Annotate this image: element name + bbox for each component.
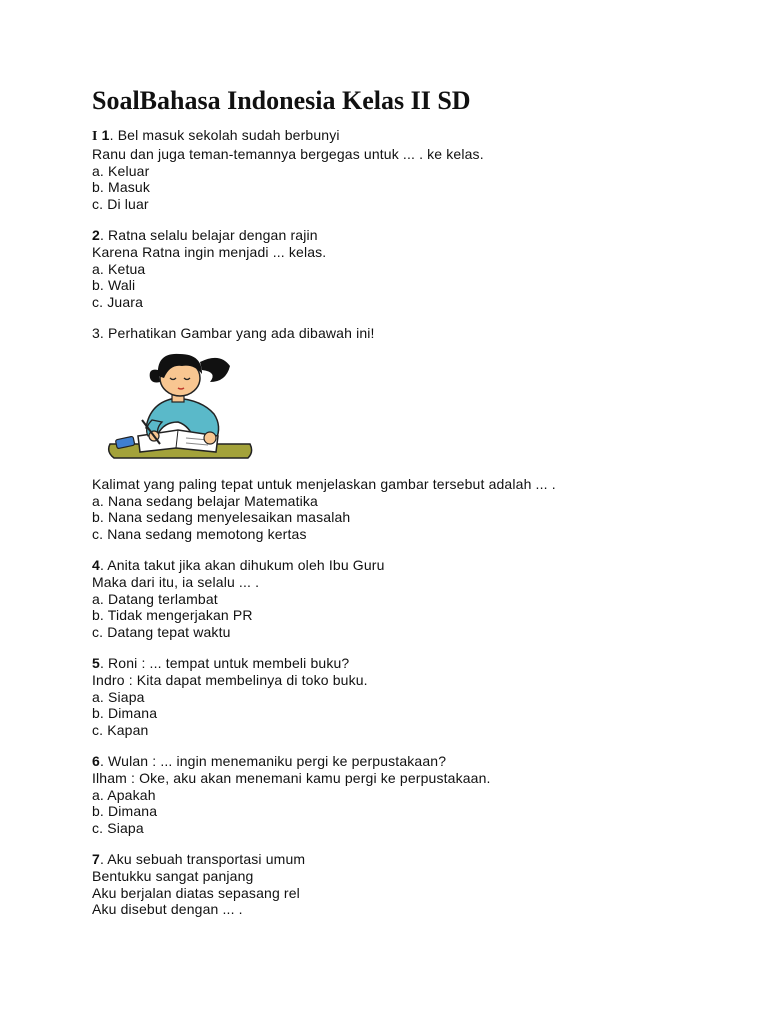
question-5-option-a: a. Siapa	[92, 688, 145, 705]
question-2-line-2: Karena Ratna ingin menjadi ... kelas.	[92, 243, 327, 260]
question-4	[92, 557, 732, 641]
question-7-text: 7. Aku sebuah transportasi umum	[92, 850, 306, 867]
question-5-option-b: b. Dimana	[92, 705, 158, 722]
question-1-line-2: Ranu dan juga teman-temannya bergegas untuk ... . ke kelas.	[92, 145, 484, 162]
question-1-text: I 1. Bel masuk sekolah sudah berbunyi	[92, 127, 340, 144]
question-3	[92, 476, 732, 543]
girl-writing-image	[98, 348, 258, 462]
question-4-text: 4. Anita takut jika akan dihukum oleh Ibu Guru	[92, 556, 385, 573]
question-7-line-4: Aku disebut dengan ... .	[92, 901, 243, 918]
question-5	[92, 655, 732, 739]
question-7-number: 7	[92, 850, 100, 867]
question-6-number: 6	[92, 752, 100, 769]
question-1-option-c: c. Di luar	[92, 196, 149, 213]
question-6-line-2: Ilham : Oke, aku akan menemani kamu pergi ke perpustakaan.	[92, 769, 491, 786]
question-1-option-a: a. Keluar	[92, 162, 150, 179]
question-2	[92, 227, 732, 311]
question-5-line-2: Indro : Kita dapat membelinya di toko buku.	[92, 671, 368, 688]
question-3-option-b: b. Nana sedang menyelesaikan masalah	[92, 509, 351, 526]
question-6-line-1: Wulan : ... ingin menemaniku pergi ke perpustakaan?	[108, 752, 447, 769]
question-2-number: 2	[92, 226, 100, 243]
question-5-number: 5	[92, 654, 100, 671]
question-3-option-c: c. Nana sedang memotong kertas	[92, 526, 307, 543]
question-5-option-c: c. Kapan	[92, 722, 149, 739]
question-list	[92, 127, 732, 932]
question-1-option-b: b. Masuk	[92, 179, 150, 196]
question-1	[92, 127, 732, 213]
question-6-option-b: b. Dimana	[92, 803, 158, 820]
question-2-text: 2. Ratna selalu belajar dengan rajin	[92, 226, 318, 243]
question-6-option-c: c. Siapa	[92, 820, 144, 837]
question-7-line-1: Aku sebuah transportasi umum	[107, 850, 306, 867]
question-7-line-3: Aku berjalan diatas sepasang rel	[92, 884, 300, 901]
girl-writing-illustration	[98, 348, 732, 462]
question-4-line-1: Anita takut jika akan dihukum oleh Ibu Guru	[107, 556, 385, 573]
question-4-number: 4	[92, 556, 100, 573]
question-2-option-b: b. Wali	[92, 277, 136, 294]
question-7	[92, 851, 732, 918]
question-1-prefix: I	[92, 129, 98, 144]
question-4-option-a: a. Datang terlambat	[92, 590, 218, 607]
question-3-intro-text: 3. Perhatikan Gambar yang ada dibawah ini!	[92, 324, 375, 341]
question-2-line-1: Ratna selalu belajar dengan rajin	[108, 226, 318, 243]
question-6-text: 6. Wulan : ... ingin menemaniku pergi ke perpustakaan?	[92, 752, 447, 769]
question-1-line-1: Bel masuk sekolah sudah berbunyi	[117, 127, 340, 143]
question-6-option-a: a. Apakah	[92, 786, 156, 803]
question-5-line-1: Roni : ... tempat untuk membeli buku?	[108, 654, 350, 671]
question-2-option-a: a. Ketua	[92, 260, 146, 277]
question-4-option-c: c. Datang tepat waktu	[92, 624, 231, 641]
question-3-option-a: a. Nana sedang belajar Matematika	[92, 492, 318, 509]
question-6	[92, 753, 732, 837]
question-4-option-b: b. Tidak mengerjakan PR	[92, 607, 253, 624]
question-7-line-2: Bentukku sangat panjang	[92, 867, 254, 884]
question-3-line-1: Kalimat yang paling tepat untuk menjelaskan gambar tersebut adalah ... .	[92, 475, 556, 492]
question-3-intro	[92, 325, 732, 342]
page-title: SoalBahasa Indonesia Kelas II SD	[92, 86, 471, 115]
question-4-line-2: Maka dari itu, ia selalu ... .	[92, 573, 260, 590]
question-1-number: 1	[101, 127, 110, 143]
question-5-text: 5. Roni : ... tempat untuk membeli buku?	[92, 654, 350, 671]
question-2-option-c: c. Juara	[92, 294, 143, 311]
